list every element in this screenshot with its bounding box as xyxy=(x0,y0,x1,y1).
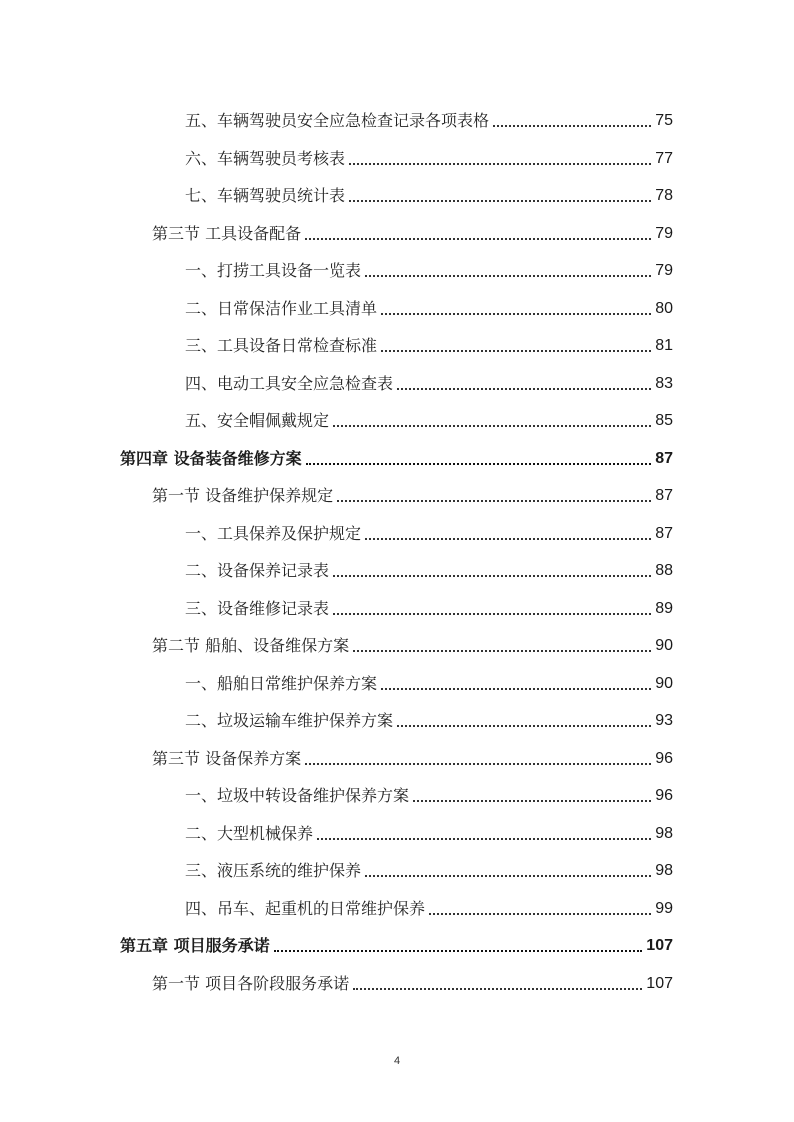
toc-entry[interactable] xyxy=(0,821,794,845)
toc-entry-label: 四、电动工具安全应急检查表 xyxy=(185,374,394,393)
leader-dots xyxy=(305,762,651,765)
toc-entry-page: 99 xyxy=(655,900,673,917)
toc-entry-label: 一、船舶日常维护保养方案 xyxy=(185,674,378,693)
leader-dots xyxy=(493,124,651,127)
leader-dots xyxy=(365,537,651,540)
toc-entry-label: 第三节 设备保养方案 xyxy=(152,749,302,768)
toc-entry-page: 87 xyxy=(655,450,673,467)
toc-entry-label: 二、大型机械保养 xyxy=(185,824,314,843)
toc-entry-label: 二、垃圾运输车维护保养方案 xyxy=(185,711,394,730)
toc-entry-label: 第三节 工具设备配备 xyxy=(152,224,302,243)
toc-entry-page: 81 xyxy=(655,337,673,354)
toc-entry[interactable] xyxy=(0,371,794,395)
toc-entry-label: 一、打捞工具设备一览表 xyxy=(185,261,362,280)
toc-entry-label: 六、车辆驾驶员考核表 xyxy=(185,149,346,168)
page-number: 4 xyxy=(393,1055,401,1067)
toc-entry-page: 85 xyxy=(655,412,673,429)
leader-dots xyxy=(333,424,651,427)
toc-entry-page: 83 xyxy=(655,375,673,392)
toc-entry[interactable] xyxy=(0,408,794,432)
leader-dots xyxy=(306,462,652,465)
toc-entry-page: 98 xyxy=(655,825,673,842)
toc-entry-page: 78 xyxy=(655,187,673,204)
toc-entry[interactable] xyxy=(0,221,794,245)
toc-entry-label: 一、垃圾中转设备维护保养方案 xyxy=(185,786,410,805)
leader-dots xyxy=(274,949,643,952)
toc-entry[interactable] xyxy=(0,558,794,582)
toc-entry-page: 107 xyxy=(646,975,673,992)
toc-entry[interactable] xyxy=(0,258,794,282)
toc-entry[interactable] xyxy=(0,521,794,545)
leader-dots xyxy=(397,387,651,390)
leader-dots xyxy=(381,312,651,315)
toc-entry-page: 88 xyxy=(655,562,673,579)
leader-dots xyxy=(381,349,651,352)
toc-entry[interactable] xyxy=(0,333,794,357)
toc-entry[interactable] xyxy=(0,783,794,807)
toc-entry-page: 79 xyxy=(655,225,673,242)
leader-dots xyxy=(337,499,651,502)
toc-entry[interactable] xyxy=(0,746,794,770)
toc-entry-label: 二、日常保洁作业工具清单 xyxy=(185,299,378,318)
toc-entry-label: 第一节 设备维护保养规定 xyxy=(152,486,334,505)
toc-entry[interactable] xyxy=(0,896,794,920)
leader-dots xyxy=(413,799,651,802)
toc-entry-page: 80 xyxy=(655,300,673,317)
leader-dots xyxy=(333,612,651,615)
toc-entry[interactable] xyxy=(0,708,794,732)
toc-entry-page: 90 xyxy=(655,637,673,654)
leader-dots xyxy=(397,724,651,727)
toc-entry[interactable] xyxy=(0,296,794,320)
leader-dots xyxy=(333,574,651,577)
toc-entry[interactable] xyxy=(0,596,794,620)
leader-dots xyxy=(365,274,651,277)
toc-entry-page: 96 xyxy=(655,787,673,804)
leader-dots xyxy=(365,874,651,877)
toc-entry[interactable] xyxy=(0,108,794,132)
leader-dots xyxy=(353,649,651,652)
toc-entry[interactable] xyxy=(0,483,794,507)
toc-entry-label: 三、设备维修记录表 xyxy=(185,599,330,618)
toc-entry[interactable] xyxy=(0,633,794,657)
toc-entry-page: 107 xyxy=(646,937,673,954)
toc-entry-label: 三、工具设备日常检查标准 xyxy=(185,336,378,355)
toc-entry[interactable] xyxy=(0,671,794,695)
toc-entry-chapter[interactable] xyxy=(0,933,794,957)
toc-entry-label: 四、吊车、起重机的日常维护保养 xyxy=(185,899,426,918)
toc-entry-label: 第二节 船舶、设备维保方案 xyxy=(152,636,350,655)
leader-dots xyxy=(349,199,651,202)
toc-entry-label: 第一节 项目各阶段服务承诺 xyxy=(152,974,350,993)
leader-dots xyxy=(305,237,651,240)
toc-entry[interactable] xyxy=(0,971,794,995)
toc-entry-page: 79 xyxy=(655,262,673,279)
leader-dots xyxy=(317,837,651,840)
toc-entry-page: 96 xyxy=(655,750,673,767)
toc-entry[interactable] xyxy=(0,146,794,170)
leader-dots xyxy=(429,912,651,915)
toc-entry-page: 93 xyxy=(655,712,673,729)
toc-entry-label: 五、车辆驾驶员安全应急检查记录各项表格 xyxy=(185,111,490,130)
toc-entry-label: 二、设备保养记录表 xyxy=(185,561,330,580)
toc-entry-chapter[interactable] xyxy=(0,446,794,470)
toc-entry[interactable] xyxy=(0,183,794,207)
leader-dots xyxy=(349,162,651,165)
toc-entry-page: 77 xyxy=(655,150,673,167)
toc-entry-page: 98 xyxy=(655,862,673,879)
toc-entry-label: 七、车辆驾驶员统计表 xyxy=(185,186,346,205)
toc-entry-label: 第五章 项目服务承诺 xyxy=(120,936,270,955)
leader-dots xyxy=(381,687,651,690)
toc-entry-page: 90 xyxy=(655,675,673,692)
toc-entry-label: 第四章 设备装备维修方案 xyxy=(120,449,302,468)
toc-entry[interactable] xyxy=(0,858,794,882)
toc-entry-label: 一、工具保养及保护规定 xyxy=(185,524,362,543)
leader-dots xyxy=(353,987,642,990)
toc-entry-label: 五、安全帽佩戴规定 xyxy=(185,411,330,430)
toc-entry-page: 87 xyxy=(655,525,673,542)
toc-entry-label: 三、液压系统的维护保养 xyxy=(185,861,362,880)
toc-entry-page: 75 xyxy=(655,112,673,129)
toc-entry-page: 89 xyxy=(655,600,673,617)
toc-entry-page: 87 xyxy=(655,487,673,504)
